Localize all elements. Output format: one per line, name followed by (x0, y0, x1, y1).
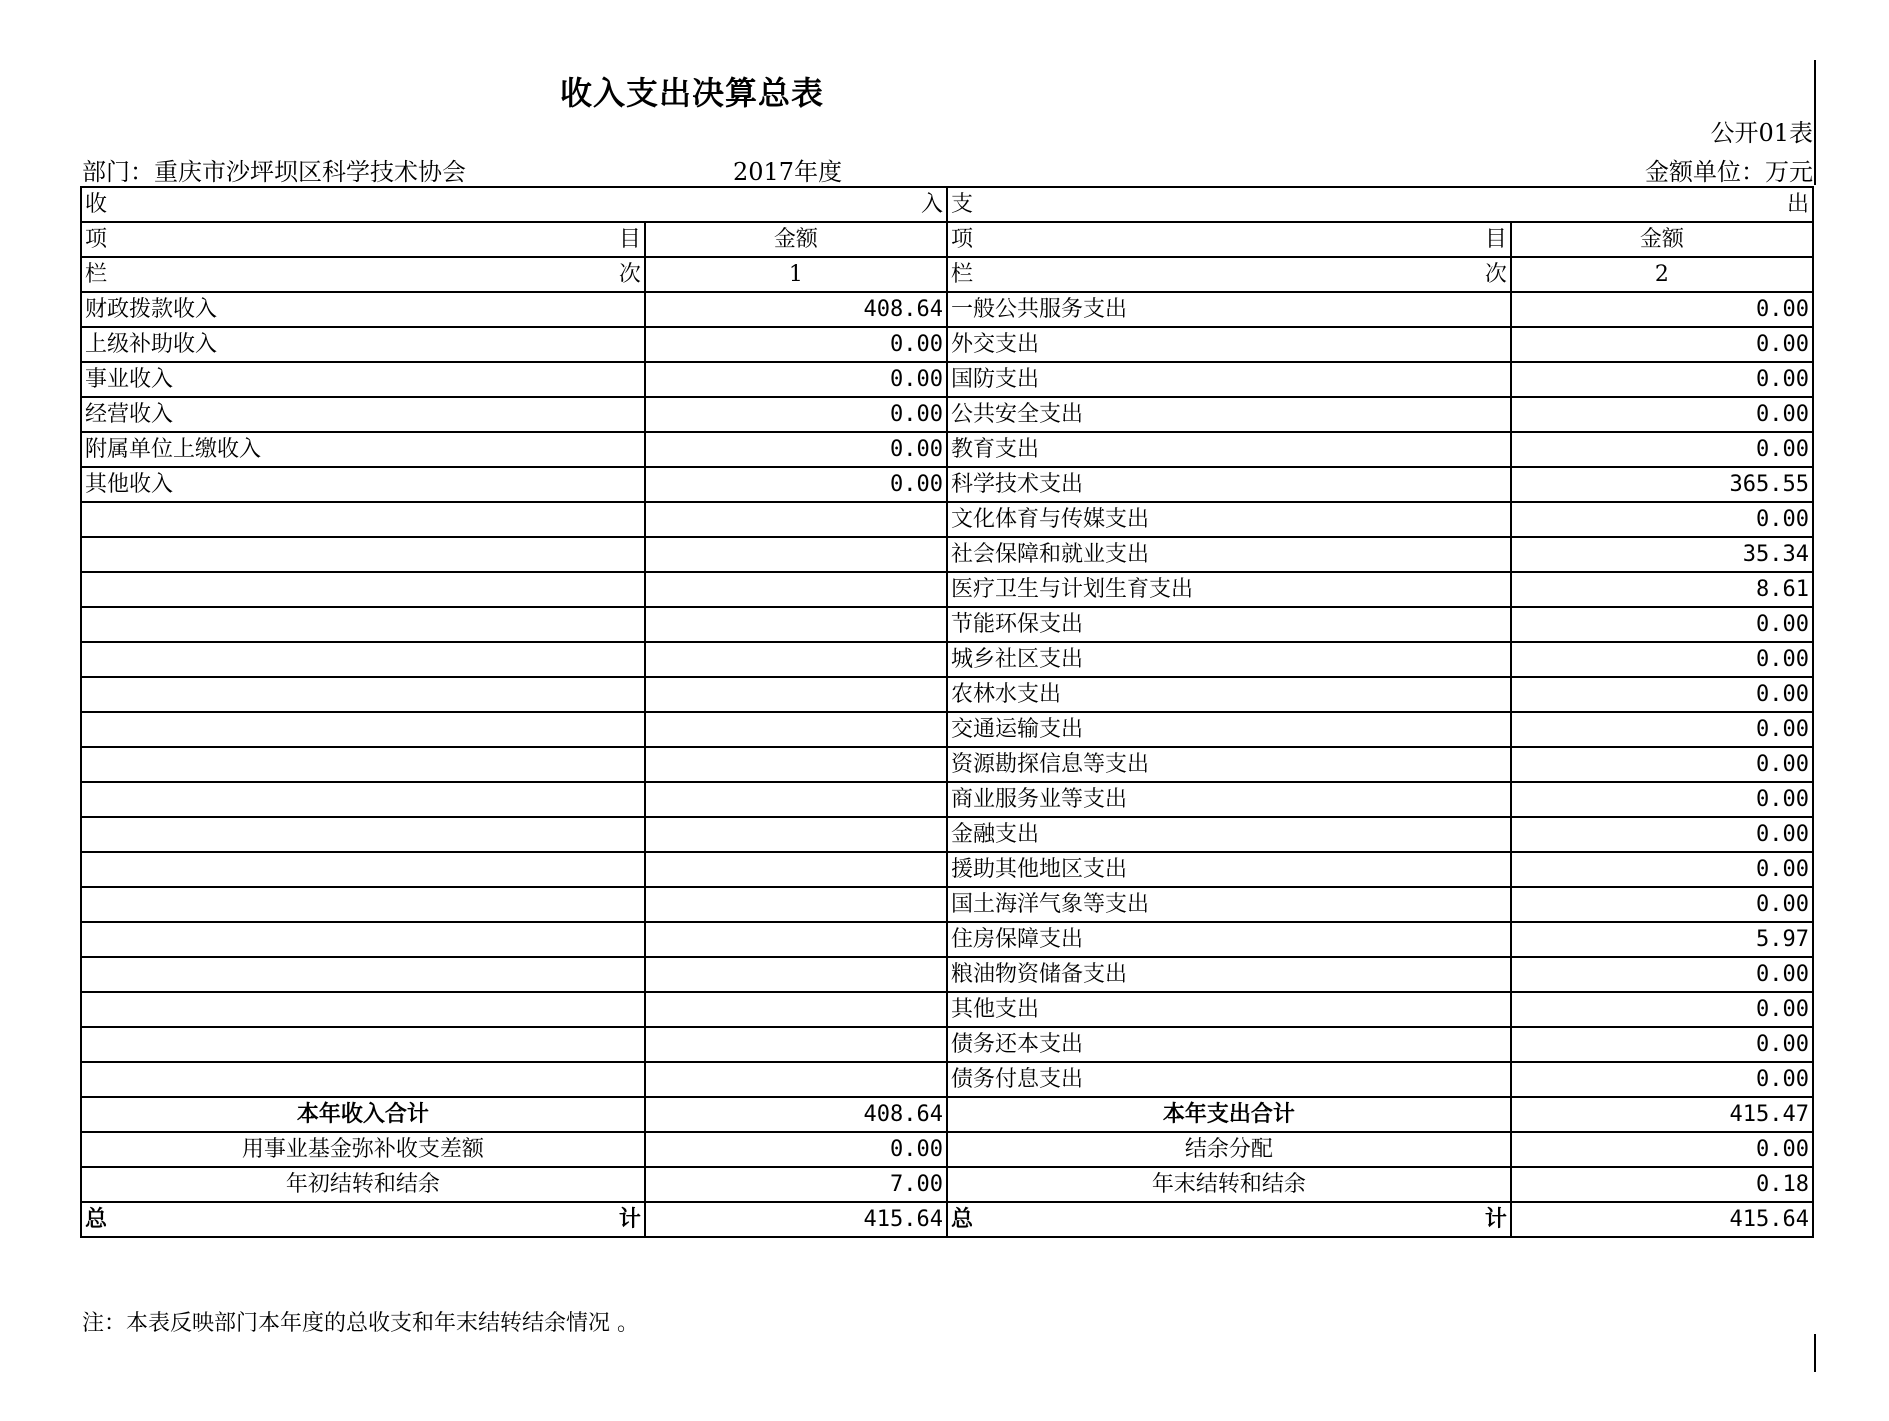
income-amount (645, 572, 947, 607)
income-amount (645, 537, 947, 572)
summary-expense-item: 本年支出合计 (947, 1097, 1511, 1132)
summary-income-amount: 7.00 (645, 1167, 947, 1202)
header-row-index (81, 257, 1813, 292)
income-amount (645, 502, 947, 537)
income-item (81, 887, 645, 922)
summary-income-amount: 408.64 (645, 1097, 947, 1132)
expense-amount: 0.00 (1511, 957, 1813, 992)
table-row (81, 992, 1813, 1027)
summary-row (81, 1132, 1813, 1167)
expense-amount-header: 金额 (1511, 222, 1813, 257)
summary-income-item: 年初结转和结余 (81, 1167, 645, 1202)
income-item: 其他收入 (81, 467, 645, 502)
income-amount (645, 887, 947, 922)
table-row (81, 292, 1813, 327)
table-row (81, 327, 1813, 362)
department-label: 部门：重庆市沙坪坝区科学技术协会 (82, 158, 466, 186)
income-amount (645, 992, 947, 1027)
expense-item: 交通运输支出 (947, 712, 1511, 747)
income-amount: 408.64 (645, 292, 947, 327)
expense-col-index-label (947, 257, 1511, 292)
income-section-header (81, 187, 947, 222)
expense-amount: 0.00 (1511, 1027, 1813, 1062)
total-label-right: 计 (618, 1206, 641, 1232)
table-row (81, 502, 1813, 537)
income-header-right: 入 (920, 192, 943, 217)
expense-amount: 0.00 (1511, 607, 1813, 642)
expense-item: 国土海洋气象等支出 (947, 887, 1511, 922)
expense-amount: 0.00 (1511, 642, 1813, 677)
income-col-index: 1 (645, 257, 947, 292)
income-amount (645, 712, 947, 747)
income-amount (645, 1062, 947, 1097)
expense-item: 债务还本支出 (947, 1027, 1511, 1062)
income-item (81, 1062, 645, 1097)
income-header-left: 收 (85, 192, 108, 217)
income-amount-header: 金额 (645, 222, 947, 257)
income-item: 上级补助收入 (81, 327, 645, 362)
income-amount: 0.00 (645, 397, 947, 432)
table-row (81, 432, 1813, 467)
income-amount (645, 817, 947, 852)
summary-expense-amount: 0.18 (1511, 1167, 1813, 1202)
table-row (81, 852, 1813, 887)
table-row (81, 467, 1813, 502)
income-item (81, 992, 645, 1027)
table-row (81, 397, 1813, 432)
table-row (81, 922, 1813, 957)
expense-item: 节能环保支出 (947, 607, 1511, 642)
income-item-header (81, 222, 645, 257)
income-item (81, 817, 645, 852)
expense-item: 资源勘探信息等支出 (947, 747, 1511, 782)
expense-item: 城乡社区支出 (947, 642, 1511, 677)
item-header-right: 目 (618, 227, 641, 252)
fiscal-year: 2017年度 (733, 158, 843, 186)
expense-amount: 365.55 (1511, 467, 1813, 502)
income-item (81, 1027, 645, 1062)
total-label-right: 计 (1484, 1206, 1507, 1232)
income-col-index-label (81, 257, 645, 292)
col-label-right: 次 (618, 262, 641, 287)
expense-item: 教育支出 (947, 432, 1511, 467)
expense-amount: 0.00 (1511, 432, 1813, 467)
summary-expense-amount: 415.47 (1511, 1097, 1813, 1132)
total-income-label (81, 1202, 645, 1237)
income-amount (645, 852, 947, 887)
expense-item: 粮油物资储备支出 (947, 957, 1511, 992)
total-label-left: 总 (85, 1206, 108, 1232)
expense-header-left: 支 (950, 192, 973, 217)
income-item (81, 747, 645, 782)
income-item: 经营收入 (81, 397, 645, 432)
item-header-right: 目 (1484, 227, 1507, 252)
income-amount (645, 922, 947, 957)
expense-item: 医疗卫生与计划生育支出 (947, 572, 1511, 607)
expense-item-header (947, 222, 1511, 257)
income-amount: 0.00 (645, 467, 947, 502)
table-row (81, 712, 1813, 747)
income-item: 附属单位上缴收入 (81, 432, 645, 467)
expense-amount: 0.00 (1511, 362, 1813, 397)
expense-item: 债务付息支出 (947, 1062, 1511, 1097)
table-row (81, 572, 1813, 607)
table-row (81, 677, 1813, 712)
table-row (81, 817, 1813, 852)
expense-item: 外交支出 (947, 327, 1511, 362)
income-item (81, 642, 645, 677)
summary-row (81, 1167, 1813, 1202)
expense-item: 商业服务业等支出 (947, 782, 1511, 817)
table-row (81, 747, 1813, 782)
expense-amount: 0.00 (1511, 397, 1813, 432)
expense-amount: 0.00 (1511, 852, 1813, 887)
table-row (81, 537, 1813, 572)
expense-item: 文化体育与传媒支出 (947, 502, 1511, 537)
summary-row (81, 1097, 1813, 1132)
expense-item: 社会保障和就业支出 (947, 537, 1511, 572)
expense-item: 其他支出 (947, 992, 1511, 1027)
expense-item: 科学技术支出 (947, 467, 1511, 502)
income-amount (645, 677, 947, 712)
total-label-left: 总 (950, 1206, 973, 1232)
table-row (81, 887, 1813, 922)
item-header-left: 项 (950, 227, 973, 252)
income-item (81, 677, 645, 712)
table-row (81, 957, 1813, 992)
expense-amount: 0.00 (1511, 327, 1813, 362)
expense-amount: 0.00 (1511, 1062, 1813, 1097)
income-item (81, 957, 645, 992)
total-expense-amount: 415.64 (1511, 1202, 1813, 1237)
expense-item: 公共安全支出 (947, 397, 1511, 432)
expense-amount: 0.00 (1511, 502, 1813, 537)
table-row (81, 607, 1813, 642)
income-amount (645, 782, 947, 817)
income-item (81, 922, 645, 957)
expense-item: 金融支出 (947, 817, 1511, 852)
table-row (81, 362, 1813, 397)
margin-line-bottom (1814, 1334, 1816, 1372)
expense-item: 住房保障支出 (947, 922, 1511, 957)
expense-amount: 0.00 (1511, 747, 1813, 782)
income-amount: 0.00 (645, 327, 947, 362)
expense-item: 一般公共服务支出 (947, 292, 1511, 327)
total-row (81, 1202, 1813, 1237)
income-amount: 0.00 (645, 362, 947, 397)
expense-amount: 35.34 (1511, 537, 1813, 572)
expense-amount: 0.00 (1511, 782, 1813, 817)
expense-amount: 0.00 (1511, 292, 1813, 327)
summary-expense-item: 结余分配 (947, 1132, 1511, 1167)
expense-col-index: 2 (1511, 257, 1813, 292)
table-row (81, 642, 1813, 677)
income-amount: 0.00 (645, 432, 947, 467)
table-row (81, 1027, 1813, 1062)
income-amount (645, 642, 947, 677)
income-item (81, 782, 645, 817)
expense-amount: 0.00 (1511, 817, 1813, 852)
income-item (81, 502, 645, 537)
summary-expense-amount: 0.00 (1511, 1132, 1813, 1167)
income-item (81, 607, 645, 642)
income-item: 事业收入 (81, 362, 645, 397)
col-label-right: 次 (1484, 262, 1507, 287)
item-header-left: 项 (85, 227, 108, 252)
amount-unit: 金额单位：万元 (1645, 158, 1813, 186)
total-income-amount: 415.64 (645, 1202, 947, 1237)
expense-amount: 5.97 (1511, 922, 1813, 957)
income-amount (645, 607, 947, 642)
expense-item: 农林水支出 (947, 677, 1511, 712)
income-amount (645, 957, 947, 992)
total-expense-label (947, 1202, 1511, 1237)
income-item (81, 852, 645, 887)
income-item (81, 537, 645, 572)
summary-income-item: 用事业基金弥补收支差额 (81, 1132, 645, 1167)
expense-item: 国防支出 (947, 362, 1511, 397)
header-row-columns (81, 222, 1813, 257)
income-amount (645, 1027, 947, 1062)
income-item (81, 572, 645, 607)
col-label-left: 栏 (85, 262, 108, 287)
expense-header-right: 出 (1786, 192, 1809, 217)
expense-section-header (947, 187, 1813, 222)
footnote: 注：本表反映部门本年度的总收支和年末结转结余情况 。 (82, 1311, 639, 1336)
summary-income-item: 本年收入合计 (81, 1097, 645, 1132)
expense-item: 援助其他地区支出 (947, 852, 1511, 887)
expense-amount: 0.00 (1511, 992, 1813, 1027)
expense-amount: 8.61 (1511, 572, 1813, 607)
col-label-left: 栏 (950, 262, 973, 287)
form-number: 公开01表 (1710, 119, 1813, 147)
margin-line-top (1814, 60, 1816, 185)
table-row (81, 1062, 1813, 1097)
header-row-section (81, 187, 1813, 222)
page-title: 收入支出决算总表 (560, 74, 825, 112)
budget-table (80, 186, 1814, 1238)
income-item: 财政拨款收入 (81, 292, 645, 327)
summary-income-amount: 0.00 (645, 1132, 947, 1167)
income-amount (645, 747, 947, 782)
summary-expense-item: 年末结转和结余 (947, 1167, 1511, 1202)
expense-amount: 0.00 (1511, 677, 1813, 712)
table-row (81, 782, 1813, 817)
income-item (81, 712, 645, 747)
expense-amount: 0.00 (1511, 887, 1813, 922)
expense-amount: 0.00 (1511, 712, 1813, 747)
